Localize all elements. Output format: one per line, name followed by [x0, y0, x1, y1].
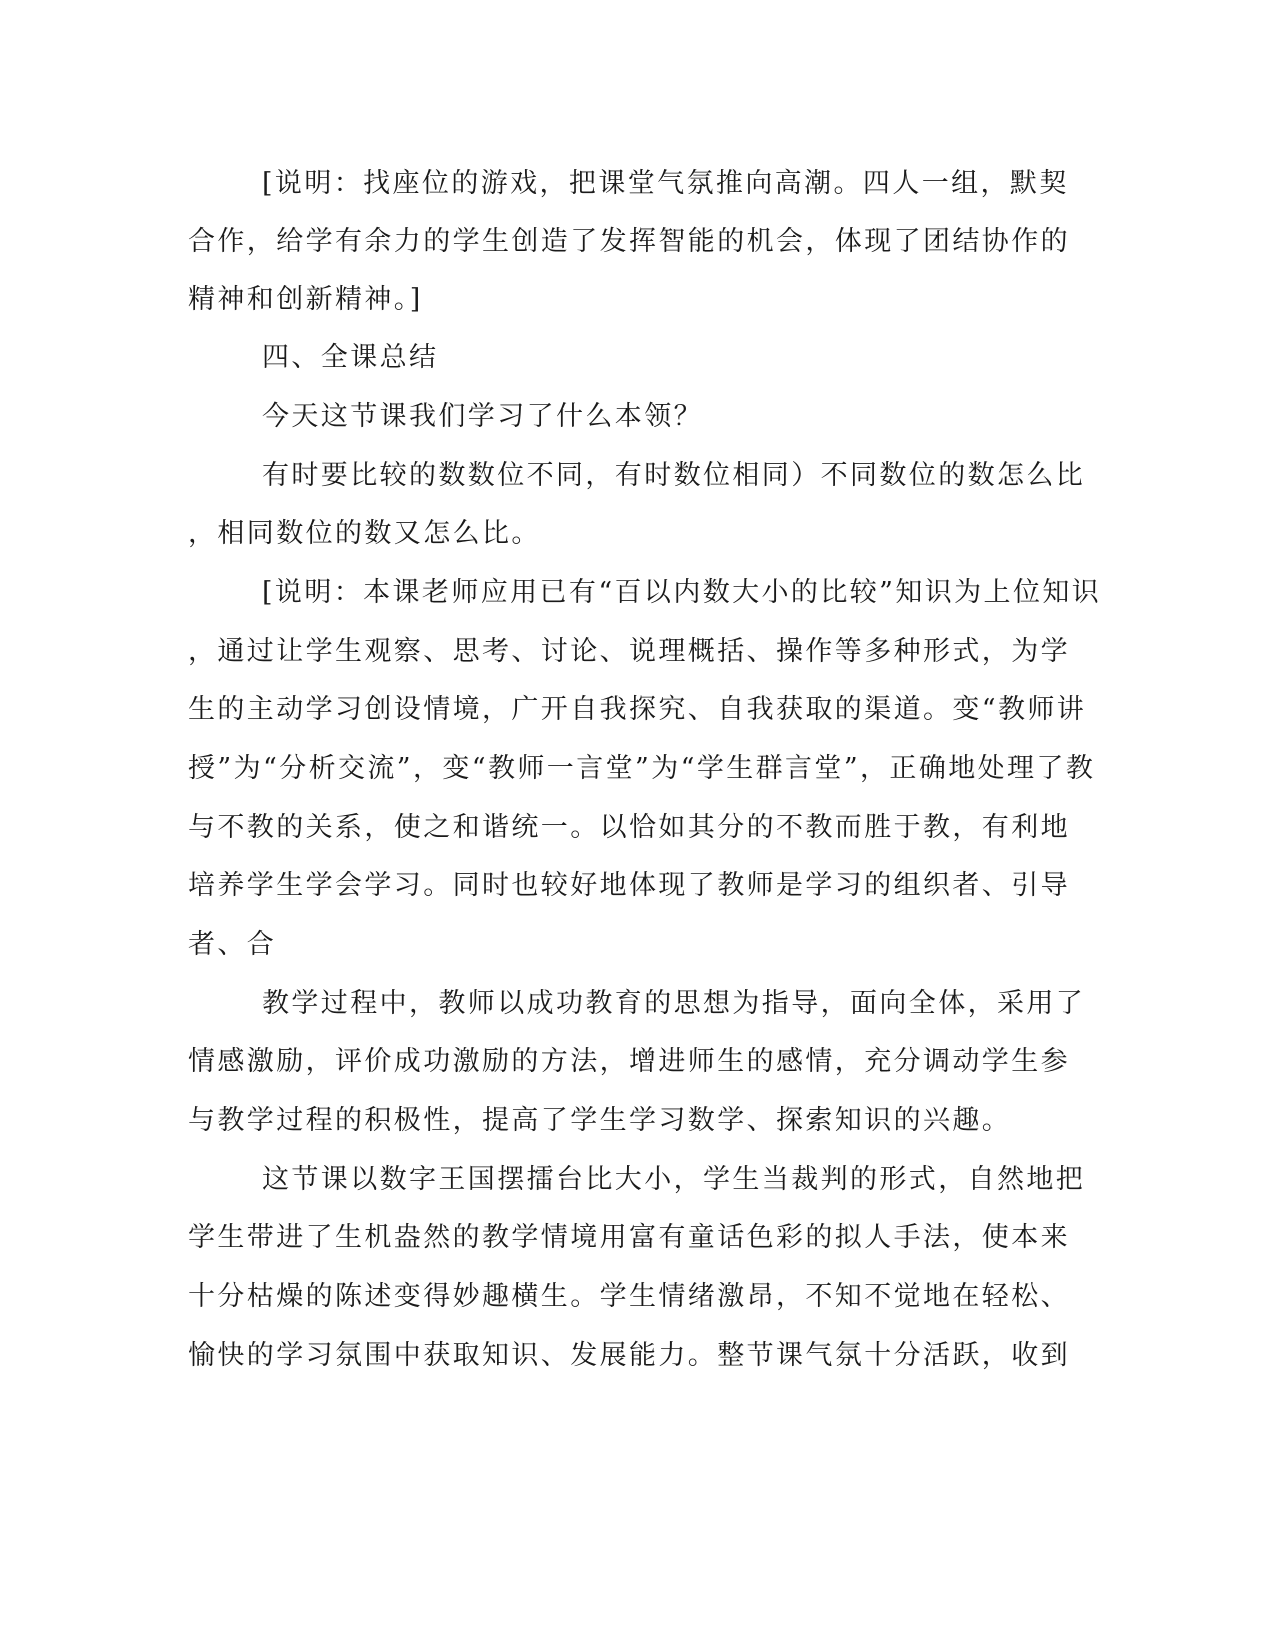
text-line: 今天这节课我们学习了什么本领？ [262, 401, 703, 432]
text-line: 生的主动学习创设情境，广开自我探究、自我获取的渠道。变“教师讲 [188, 694, 1087, 725]
text-line: 学生带进了生机盎然的教学情境用富有童话色彩的拟人手法，使本来 [188, 1222, 1070, 1253]
text-line: 授”为“分析交流”，变“教师一言堂”为“学生群言堂”，正确地处理了教 [188, 753, 1096, 784]
text-line: 这节课以数字王国摆擂台比大小，学生当裁判的形式，自然地把 [262, 1164, 1086, 1195]
text-line: 精神和创新精神。] [188, 284, 423, 315]
text-line: 十分枯燥的陈述变得妙趣横生。学生情绪激昂，不知不觉地在轻松、 [188, 1281, 1070, 1312]
text-line: ，通过让学生观察、思考、讨论、说理概括、操作等多种形式，为学 [188, 636, 1070, 667]
text-line: 合作，给学有余力的学生创造了发挥智能的机会，体现了团结协作的 [188, 226, 1070, 257]
text-line: ，相同数位的数又怎么比。 [188, 518, 541, 549]
text-line: 与不教的关系，使之和谐统一。以恰如其分的不教而胜于教，有利地 [188, 812, 1070, 843]
text-line: 培养学生学会学习。同时也较好地体现了教师是学习的组织者、引导 [188, 870, 1070, 901]
text-line: 者、合 [188, 929, 277, 960]
text-line: [说明：本课老师应用已有“百以内数大小的比较”知识为上位知识 [262, 577, 1102, 608]
text-line: 情感激励，评价成功激励的方法，增进师生的感情，充分调动学生参 [188, 1046, 1070, 1077]
text-line: 愉快的学习氛围中获取知识、发展能力。整节课气氛十分活跃，收到 [188, 1340, 1070, 1371]
text-line: 有时要比较的数数位不同，有时数位相同）不同数位的数怎么比 [262, 460, 1086, 491]
text-line: [说明：找座位的游戏，把课堂气氛推向高潮。四人一组，默契 [262, 168, 1069, 199]
text-line: 与教学过程的积极性，提高了学生学习数学、探索知识的兴趣。 [188, 1105, 1012, 1136]
text-line: 教学过程中，教师以成功教育的思想为指导，面向全体，采用了 [262, 988, 1086, 1019]
section-heading: 四、全课总结 [262, 342, 439, 373]
